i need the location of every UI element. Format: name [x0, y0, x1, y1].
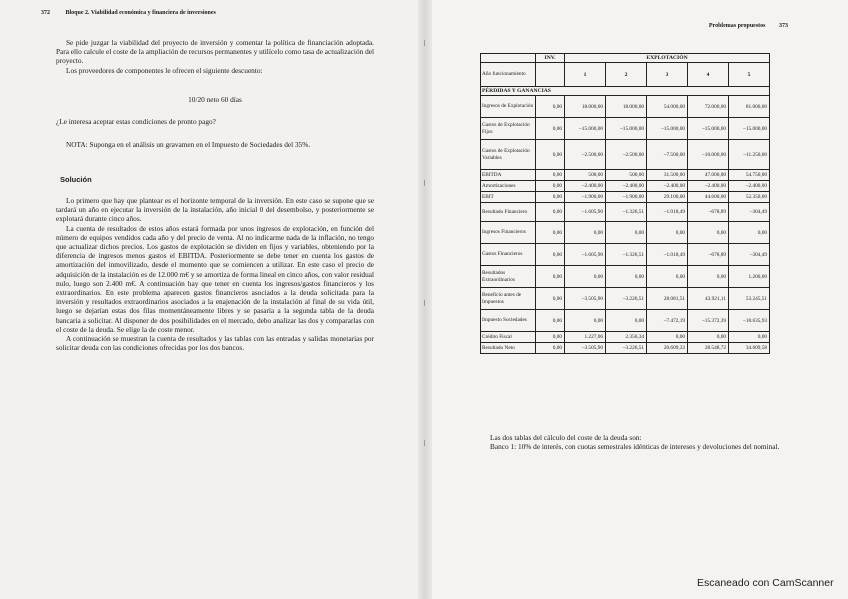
table-row — [481, 203, 770, 222]
note-block — [56, 140, 374, 149]
left-running-head — [41, 10, 216, 16]
table-cell: 0,00 — [688, 266, 729, 288]
question-text: ¿Le interesa aceptar estas condiciones de pronto pago? — [56, 117, 216, 126]
table-row — [481, 118, 770, 140]
table-cell: –1.018,49 — [647, 203, 688, 222]
table-cell: –3.505,90 — [565, 343, 606, 354]
table-row — [481, 310, 770, 332]
table-cell: –2.500,00 — [565, 140, 606, 170]
row-label: EBIT — [481, 192, 536, 203]
table-cell: 28.548,72 — [688, 343, 729, 354]
year-cell: 5 — [729, 63, 770, 87]
table-row — [481, 181, 770, 192]
table-cell: 0,00 — [606, 310, 647, 332]
solution-paragraph-1: Lo primero que hay que plantear es el horizonte temporal de la inversión. En este caso se supone que se tardará un año en ejecutar la inversión de la instalación, año inicial 0 del desembolso, y posteriormente se explotará durante cinco años. — [56, 196, 374, 224]
table-cell: –304,49 — [729, 244, 770, 266]
table-cell: 0,00 — [688, 222, 729, 244]
year-row — [481, 63, 770, 87]
table-row — [481, 222, 770, 244]
table-cell: 0,00 — [536, 310, 565, 332]
table-cell: 0,00 — [565, 222, 606, 244]
solution-text — [56, 196, 374, 352]
table-cell: 47.000,00 — [688, 170, 729, 181]
inv-header: INV. — [536, 54, 565, 63]
table-cell: 1.200,00 — [729, 266, 770, 288]
table-cell: 72.000,00 — [688, 96, 729, 118]
table-cell: 0,00 — [565, 310, 606, 332]
table-cell: 34.609,58 — [729, 343, 770, 354]
table-cell: 43.921,11 — [688, 288, 729, 310]
table-cell: –2.400,00 — [606, 181, 647, 192]
table-cell: –15.372,39 — [688, 310, 729, 332]
table-cell: 2.356,34 — [606, 332, 647, 343]
gutter-mark — [424, 180, 425, 186]
table-row — [481, 244, 770, 266]
table-cell: –2.500,00 — [606, 140, 647, 170]
table-header-row — [481, 54, 770, 63]
table-cell: 0,00 — [536, 203, 565, 222]
row-label: Gastos de Explotación Fijos — [481, 118, 536, 140]
question-block — [56, 117, 374, 126]
intro-text — [56, 38, 374, 75]
table-cell: –1.018,49 — [647, 244, 688, 266]
table-cell: 0,00 — [536, 140, 565, 170]
table-cell: 28.081,51 — [647, 288, 688, 310]
table-cell: –3.226,51 — [606, 343, 647, 354]
table-cell: –7.472,19 — [647, 310, 688, 332]
year-cell: 1 — [565, 63, 606, 87]
table-cell: –1.326,51 — [606, 244, 647, 266]
table-cell: 0,00 — [647, 266, 688, 288]
table-row — [481, 140, 770, 170]
table-cell: 0,00 — [536, 266, 565, 288]
gutter-mark — [424, 40, 425, 46]
table-cell: 29.100,00 — [647, 192, 688, 203]
table-cell: 44.600,00 — [688, 192, 729, 203]
gutter-mark — [424, 300, 425, 306]
table-cell: –1.900,00 — [606, 192, 647, 203]
table-cell: –304,49 — [729, 203, 770, 222]
section-title: PÉRDIDAS Y GANANCIAS — [481, 87, 770, 96]
table-cell: –15.000,00 — [565, 118, 606, 140]
table-cell: 20.609,33 — [647, 343, 688, 354]
year-row-label: Año funcionamiento — [481, 63, 536, 87]
table-cell: –18.635,93 — [729, 310, 770, 332]
table-cell: 0,00 — [536, 288, 565, 310]
table-cell: 0,00 — [565, 266, 606, 288]
table-cell: 54.750,00 — [729, 170, 770, 181]
right-running-head-title: Problemas propuestos — [708, 23, 766, 29]
table-cell: 0,00 — [536, 192, 565, 203]
intro-paragraph-2: Los proveedores de componentes le ofrecen el siguiente descuento: — [66, 65, 263, 75]
table-cell: –1.900,00 — [565, 192, 606, 203]
row-label: Gastos Financieros — [481, 244, 536, 266]
table-cell: 31.500,00 — [647, 170, 688, 181]
table-cell: 0,00 — [536, 96, 565, 118]
table-cell: 18.000,00 — [606, 96, 647, 118]
table-row — [481, 192, 770, 203]
footer-paragraph-1: Las dos tablas del cálculo del coste de la deuda son: — [490, 433, 642, 442]
table-cell: 0,00 — [606, 222, 647, 244]
table-cell: 0,00 — [536, 118, 565, 140]
right-running-head — [709, 23, 788, 29]
table-cell: 500,00 — [606, 170, 647, 181]
table-cell: 81.000,00 — [729, 96, 770, 118]
table-cell: –7.500,00 — [647, 140, 688, 170]
right-footer-text — [480, 433, 780, 451]
discount-line: 10/20 neto 60 días — [188, 95, 242, 104]
row-label: Gastos de Explotación Variables — [481, 140, 536, 170]
section-row — [481, 87, 770, 96]
table-row — [481, 266, 770, 288]
table-cell: –678,89 — [688, 203, 729, 222]
table-cell: 0,00 — [536, 343, 565, 354]
table-row — [481, 96, 770, 118]
table-cell: –2.400,00 — [565, 181, 606, 192]
row-label: Ingresos Financieros — [481, 222, 536, 244]
solution-paragraph-2: La cuenta de resultados de estos años estará formada por unos ingresos de explotación, en función del número de equipos vendidos cada año y del precio de venta. Al no indicarme nada de la inflación, no tengo que actualizar dichos precios. Los gastos de explotación se dividen en fijos y variables, obteniendo por la diferencia de ingresos menos gastos el EBITDA. Posteriormente se debe tener en cuenta los gastos de amortización del inmovilizado, desde el momento que se comiencen a utilizar. En este caso el precio de adquisición de la instalación es de 12.000 m€ y se amortiza de forma lineal en cinco años, con valor residual nulo, luego son 2.400 m€. A continuación hay que tener en cuenta los ingresos/gastos financieros y los extraordinarios. En este problema aparecen gastos financieros asociados a la deuda solicitada para la inversión y resultados extraordinarios asociados a la enajenación de la instalación al final de su vida útil, luego se dejarían estas dos filas momentáneamente libres y se pasaría a la segunda tabla de la deuda bancaria a solicitar. Al disponer de dos posibilidades en el mercado, debo analizar las dos y compararlas con el coste de la deuda. Se elige la de coste menor. — [56, 223, 374, 334]
right-page-number: 373 — [779, 23, 788, 29]
table-cell: –2.400,00 — [688, 181, 729, 192]
year-cell: 3 — [647, 63, 688, 87]
row-label: Beneficio antes de Impuestos — [481, 288, 536, 310]
table-cell: –1.605,90 — [565, 203, 606, 222]
table-cell: –10.000,00 — [688, 140, 729, 170]
table-cell: –2.400,00 — [647, 181, 688, 192]
table-cell: 53.245,51 — [729, 288, 770, 310]
table-cell: 0,00 — [536, 222, 565, 244]
table-cell: –15.000,00 — [606, 118, 647, 140]
table-cell: 52.350,00 — [729, 192, 770, 203]
table-cell: 0,00 — [729, 222, 770, 244]
row-label: Ingresos de Explotación — [481, 96, 536, 118]
table-cell: –1.326,51 — [606, 203, 647, 222]
book-gutter — [418, 0, 432, 599]
table-cell: 54.000,00 — [647, 96, 688, 118]
year-cell: 2 — [606, 63, 647, 87]
row-label: EBITDA — [481, 170, 536, 181]
table-cell: 0,00 — [536, 170, 565, 181]
table-cell: –3.505,90 — [565, 288, 606, 310]
table-cell: –11.250,00 — [729, 140, 770, 170]
table-header-blank — [481, 54, 536, 63]
table-cell: 500,00 — [565, 170, 606, 181]
row-label: Resultado Financiero — [481, 203, 536, 222]
explotacion-header: EXPLOTACIÓN — [565, 54, 770, 63]
solution-heading: Solución — [60, 175, 92, 184]
table-row — [481, 170, 770, 181]
table-cell: 0,00 — [536, 332, 565, 343]
table-row — [481, 288, 770, 310]
year-cell: 4 — [688, 63, 729, 87]
row-label: Crédito Fiscal — [481, 332, 536, 343]
table-cell: –1.605,90 — [565, 244, 606, 266]
table-cell: 0,00 — [647, 332, 688, 343]
table-cell: –15.000,00 — [688, 118, 729, 140]
table-cell: –15.000,00 — [647, 118, 688, 140]
gutter-mark — [424, 440, 425, 446]
table-cell: 1.227,06 — [565, 332, 606, 343]
table-cell: 0,00 — [536, 181, 565, 192]
profit-loss-table — [480, 53, 770, 354]
discount-block — [56, 95, 374, 104]
table-cell: –3.226,51 — [606, 288, 647, 310]
row-label: Resultados Extraordinarios — [481, 266, 536, 288]
intro-paragraph-1: Se pide juzgar la viabilidad del proyecto de inversión y comentar la política de financiación adoptada. Para ello calcule el coste de la ampliación de recursos permanentes y utilícelo como tasa de actualización del proyecto. — [56, 38, 374, 66]
table-cell: 0,00 — [647, 222, 688, 244]
table-cell: 0,00 — [536, 244, 565, 266]
left-running-head-title: Bloque 2. Viabilidad económica y financiera de inversiones — [65, 10, 216, 16]
year-cell — [536, 63, 565, 87]
row-label: Resultado Neto — [481, 343, 536, 354]
table-row — [481, 343, 770, 354]
table-cell: 0,00 — [688, 332, 729, 343]
row-label: Amortizaciones — [481, 181, 536, 192]
solution-paragraph-3: A continuación se muestran la cuenta de resultados y las tablas con las entradas y salidas monetarias por solicitar deuda con las condiciones ofrecidas por los dos bancos. — [56, 334, 374, 353]
table-row — [481, 332, 770, 343]
footer-paragraph-2: Banco 1: 10% de interés, con cuotas semestrales idénticas de intereses y devoluciones del nominal. — [490, 442, 780, 452]
table-cell: 0,00 — [606, 266, 647, 288]
row-label: Impuesto Sociedades — [481, 310, 536, 332]
table-cell: 0,00 — [729, 332, 770, 343]
table-cell: –2.400,00 — [729, 181, 770, 192]
table-cell: 18.000,00 — [565, 96, 606, 118]
note-text: NOTA: Suponga en el análisis un gravamen en el Impuesto de Sociedades del 35%. — [66, 140, 311, 149]
left-page-number: 372 — [41, 10, 50, 16]
table-cell: –678,89 — [688, 244, 729, 266]
camscanner-watermark: Escaneado con CamScanner — [697, 577, 834, 589]
table-cell: –15.000,00 — [729, 118, 770, 140]
